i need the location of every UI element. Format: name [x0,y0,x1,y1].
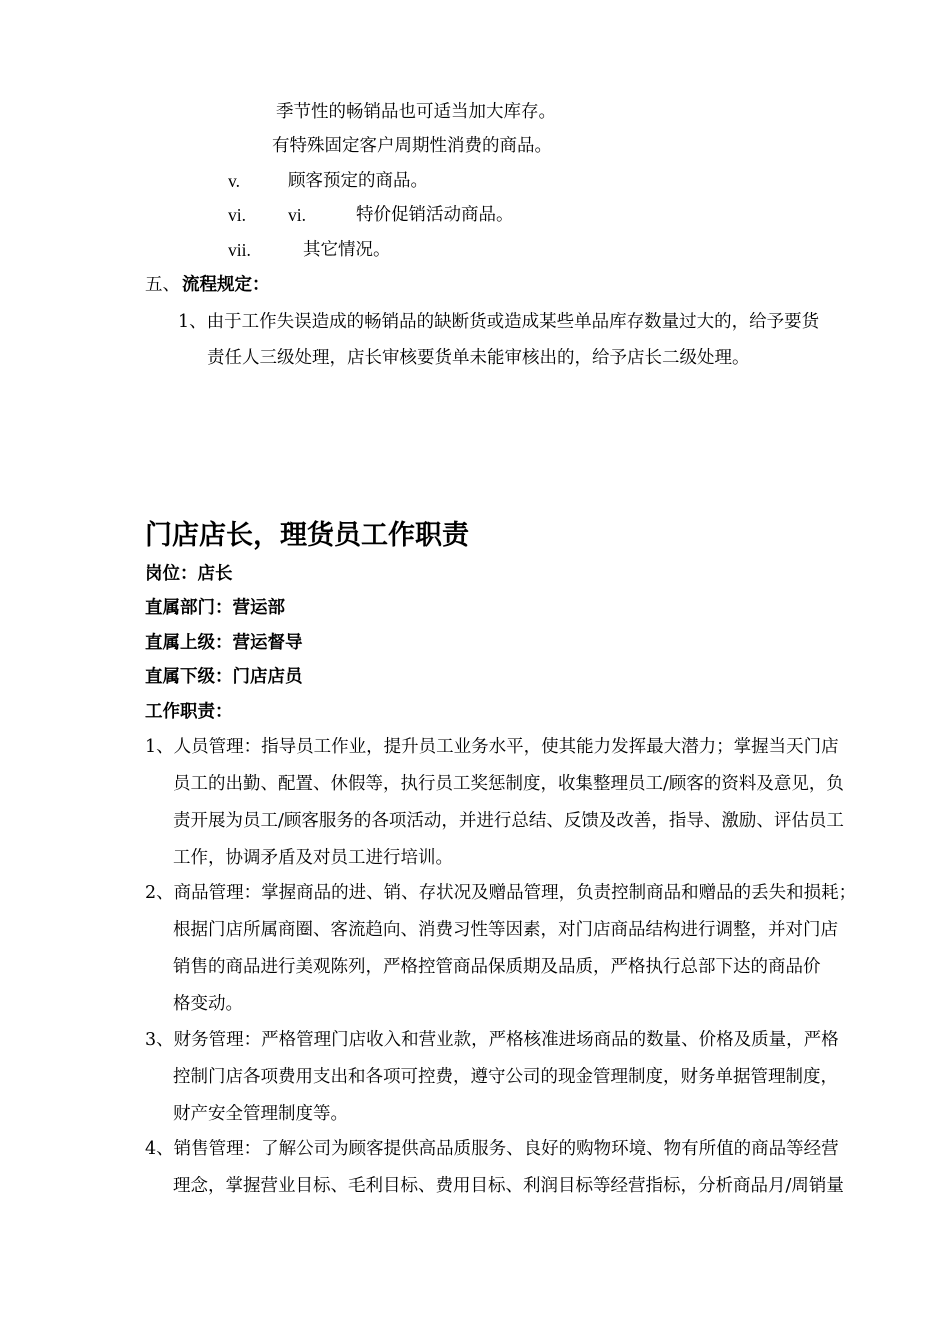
duty-line: 工作，协调矛盾及对员工进行培训。 [173,848,453,868]
section-title: 流程规定： [182,275,270,295]
duties-heading: 工作职责： [145,702,233,722]
duty-line: 3、财务管理：严格管理门店收入和营业款，严格核准进场商品的数量、价格及质量，严格 [145,1030,839,1050]
post-field: 岗位：店长 [145,564,233,584]
list-marker: vi. [228,205,246,225]
section-number: 五、 [145,275,180,295]
duty-line: 1、人员管理：指导员工作业，提升员工业务水平，使其能力发挥最大潜力；掌握当天门店 [145,737,839,757]
duty-line: 理念，掌握营业目标、毛利目标、费用目标、利润目标等经营指标，分析商品月/周销量 [173,1176,844,1196]
rule-1-line-2: 责任人三级处理，店长审核要货单未能审核出的，给予店长二级处理。 [207,348,750,368]
list-marker: v. [228,171,240,191]
duty-line: 控制门店各项费用支出和各项可控费，遵守公司的现金管理制度，财务单据管理制度， [173,1067,838,1087]
duty-line: 责开展为员工/顾客服务的各项活动，并进行总结、反馈及改善，指导、激励、评估员工 [173,811,844,831]
list-marker: vii. [228,240,251,260]
duty-line: 财产安全管理制度等。 [173,1104,348,1124]
list-item-text: 其它情况。 [303,240,391,260]
duty-line: 4、销售管理：了解公司为顾客提供高品质服务、良好的购物环境、物有所值的商品等经营 [145,1139,839,1159]
rule-1-line-1: 1、由于工作失误造成的畅销品的缺断货或造成某些单品库存数量过大的，给予要货 [178,312,820,332]
list-item-text: 顾客预定的商品。 [288,171,428,191]
special-customer-line: 有特殊固定客户周期性消费的商品。 [272,136,552,156]
duty-line: 根据门店所属商圈、客流趋向、消费习性等因素，对门店商品结构进行调整，并对门店 [173,920,838,940]
page-title: 门店店长，理货员工作职责 [145,520,469,551]
department-field: 直属部门：营运部 [145,598,285,618]
superior-field: 直属上级：营运督导 [145,633,303,653]
subordinate-field: 直属下级：门店店员 [145,667,303,687]
duty-line: 2、商品管理：掌握商品的进、销、存状况及赠品管理，负责控制商品和赠品的丢失和损耗； [145,883,857,903]
seasonal-line: 季节性的畅销品也可适当加大库存。 [276,102,556,122]
duty-line: 格变动。 [173,994,243,1014]
duty-line: 销售的商品进行美观陈列，严格控管商品保质期及品质，严格执行总部下达的商品价 [173,957,821,977]
list-item-text: 特价促销活动商品。 [356,205,514,225]
duty-line: 员工的出勤、配置、休假等，执行员工奖惩制度，收集整理员工/顾客的资料及意见，负 [173,774,844,794]
list-marker: vi. [288,205,306,225]
